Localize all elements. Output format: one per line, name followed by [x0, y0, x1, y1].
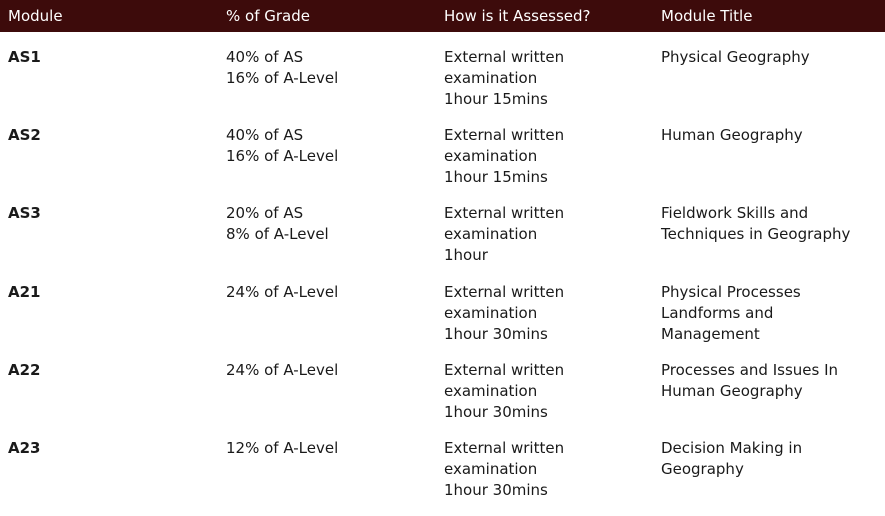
header-module: Module	[8, 7, 63, 25]
table-row	[0, 282, 885, 360]
assessed-cell	[444, 203, 564, 266]
grade-cell-line: 12% of A-Level	[226, 439, 339, 457]
assessed-cell-line: 1hour 30mins	[444, 325, 548, 343]
assessed-cell-line: 1hour 15mins	[444, 90, 548, 108]
assessed-cell-line: 1hour	[444, 246, 488, 264]
title-cell	[661, 203, 850, 245]
title-cell	[661, 125, 803, 146]
module-cell	[8, 282, 40, 303]
header-title: Module Title	[661, 7, 753, 25]
grade-cell	[226, 125, 338, 167]
assessed-cell-line: examination	[444, 304, 538, 322]
header-assessed: How is it Assessed?	[444, 7, 591, 25]
grade-cell	[226, 438, 338, 459]
assessed-cell-line: External written	[444, 439, 565, 457]
grade-cell-line: 24% of A-Level	[226, 283, 339, 301]
module-cell-line: A22	[8, 361, 41, 379]
assessed-cell-line: External written	[444, 204, 565, 222]
title-cell-line: Fieldwork Skills and	[661, 204, 809, 222]
module-cell	[8, 360, 40, 381]
title-cell-line: Landforms and	[661, 304, 774, 322]
assessed-cell-line: examination	[444, 460, 538, 478]
title-cell-line: Processes and Issues In	[661, 361, 839, 379]
assessed-cell-line: External written	[444, 283, 565, 301]
table-row	[0, 360, 885, 438]
assessed-cell	[444, 125, 564, 188]
table-row	[0, 438, 885, 516]
table-row	[0, 203, 885, 281]
title-cell-line: Human Geography	[661, 126, 803, 144]
module-cell-line: AS3	[8, 204, 41, 222]
assessed-cell	[444, 282, 564, 345]
table-header	[0, 0, 885, 32]
assessed-cell-line: 1hour 15mins	[444, 168, 548, 186]
header-grade: % of Grade	[226, 7, 310, 25]
title-cell-line: Human Geography	[661, 382, 803, 400]
assessed-cell-line: External written	[444, 126, 565, 144]
grade-cell-line: 20% of AS	[226, 204, 304, 222]
table-row	[0, 47, 885, 125]
assessed-cell-line: examination	[444, 147, 538, 165]
table-row	[0, 125, 885, 203]
assessed-cell-line: examination	[444, 225, 538, 243]
title-cell-line: Management	[661, 325, 760, 343]
title-cell-line: Geography	[661, 460, 744, 478]
grade-cell-line: 16% of A-Level	[226, 69, 339, 87]
title-cell-line: Decision Making in	[661, 439, 803, 457]
assessed-cell-line: examination	[444, 69, 538, 87]
module-cell	[8, 47, 41, 68]
grade-cell	[226, 47, 338, 89]
module-cell-line: AS2	[8, 126, 41, 144]
title-cell	[661, 47, 810, 68]
grade-cell-line: 8% of A-Level	[226, 225, 329, 243]
assessed-cell	[444, 47, 564, 110]
grade-cell-line: 40% of AS	[226, 48, 304, 66]
grade-cell-line: 40% of AS	[226, 126, 304, 144]
assessed-cell	[444, 360, 564, 423]
grade-cell-line: 16% of A-Level	[226, 147, 339, 165]
title-cell-line: Physical Geography	[661, 48, 810, 66]
module-cell-line: A23	[8, 439, 41, 457]
title-cell	[661, 282, 801, 345]
module-cell-line: AS1	[8, 48, 41, 66]
assessed-cell-line: External written	[444, 361, 565, 379]
grade-cell	[226, 203, 329, 245]
grade-cell-line: 24% of A-Level	[226, 361, 339, 379]
title-cell	[661, 438, 802, 480]
grade-cell	[226, 282, 338, 303]
grade-cell	[226, 360, 338, 381]
module-cell	[8, 125, 41, 146]
module-cell	[8, 438, 40, 459]
assessed-cell-line: External written	[444, 48, 565, 66]
title-cell-line: Physical Processes	[661, 283, 801, 301]
module-cell	[8, 203, 41, 224]
assessed-cell-line: examination	[444, 382, 538, 400]
title-cell-line: Techniques in Geography	[661, 225, 851, 243]
assessed-cell-line: 1hour 30mins	[444, 481, 548, 499]
module-cell-line: A21	[8, 283, 41, 301]
assessed-cell	[444, 438, 564, 501]
title-cell	[661, 360, 838, 402]
assessed-cell-line: 1hour 30mins	[444, 403, 548, 421]
